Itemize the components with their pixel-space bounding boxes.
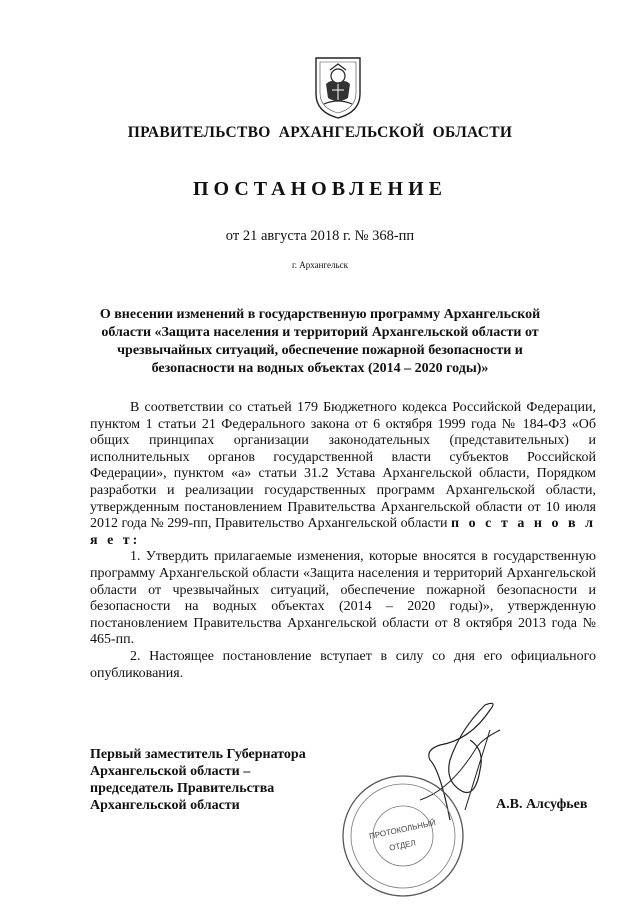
resolves-word: п о с т а н о в л я е т: <box>90 516 597 548</box>
preamble-paragraph <box>90 400 596 549</box>
signatory-line-4: Архангельской области <box>90 798 240 813</box>
document-subject: О внесении изменений в государственную программу Архангельской области «Защита населения и территорий Архангельской области от чрезвычайных ситуаций, обеспечение пожарной безопасности и безопасности на водных объектах (2014 – 2020 годы)» <box>99 307 541 376</box>
signatory-line-2: Архангельской области – <box>90 764 251 779</box>
signatory-position <box>90 746 350 814</box>
stamp-text-1: ПРОТОКОЛЬНЫЙ <box>368 818 437 841</box>
government-name: ПРАВИТЕЛЬСТВО АРХАНГЕЛЬСКОЙ ОБЛАСТИ <box>127 124 513 141</box>
preamble-text: В соответствии со статьей 179 Бюджетного кодекса Российской Федерации, пунктом 1 статьи 21 Федерального закона от 6 октября 1999 года № 184-ФЗ «Об общих принципах организации законодательных (представительных) и исполнительных органов государственной власти субъектов Российской Федерации», пунктом «а» статьи 31.2 Устава Архангельской области, Порядком разработки и реализации государственных программ Архангельской области, утвержденным постановлением Правительства Архангельской области от 10 июля 2012 года № 299-пп, Правительство Архангельской области <box>90 400 596 532</box>
document-city: г. Архангельск <box>292 260 348 270</box>
signatory-line-1: Первый заместитель Губернатора <box>90 747 306 762</box>
signatory-line-3: председатель Правительства <box>90 781 275 796</box>
official-round-stamp <box>338 768 468 903</box>
document-body <box>90 400 596 682</box>
document-date-number: от 21 августа 2018 г. № 368-пп <box>225 228 415 244</box>
document-type: ПОСТАНОВЛЕНИЕ <box>193 178 447 200</box>
signatory-name: А.В. Алсуфьев <box>496 797 588 812</box>
item-1-paragraph: 1. Утвердить прилагаемые изменения, которые вносятся в государственную программу Архангельской области «Защита населения и территорий Архангельской области от чрезвычайных ситуаций, обеспечение пожарной безопасности и безопасности на водных объектах (2014 – 2020 годы)», утвержденную постановлением Правительства Архангельской области от 8 октября 2013 года № 465-пп. <box>90 549 596 648</box>
stamp-text-2: ОТДЕЛ <box>388 838 417 853</box>
coat-of-arms-icon <box>312 54 364 120</box>
item-2-paragraph: 2. Настоящее постановление вступает в силу со дня его официального опубликования. <box>90 648 596 681</box>
